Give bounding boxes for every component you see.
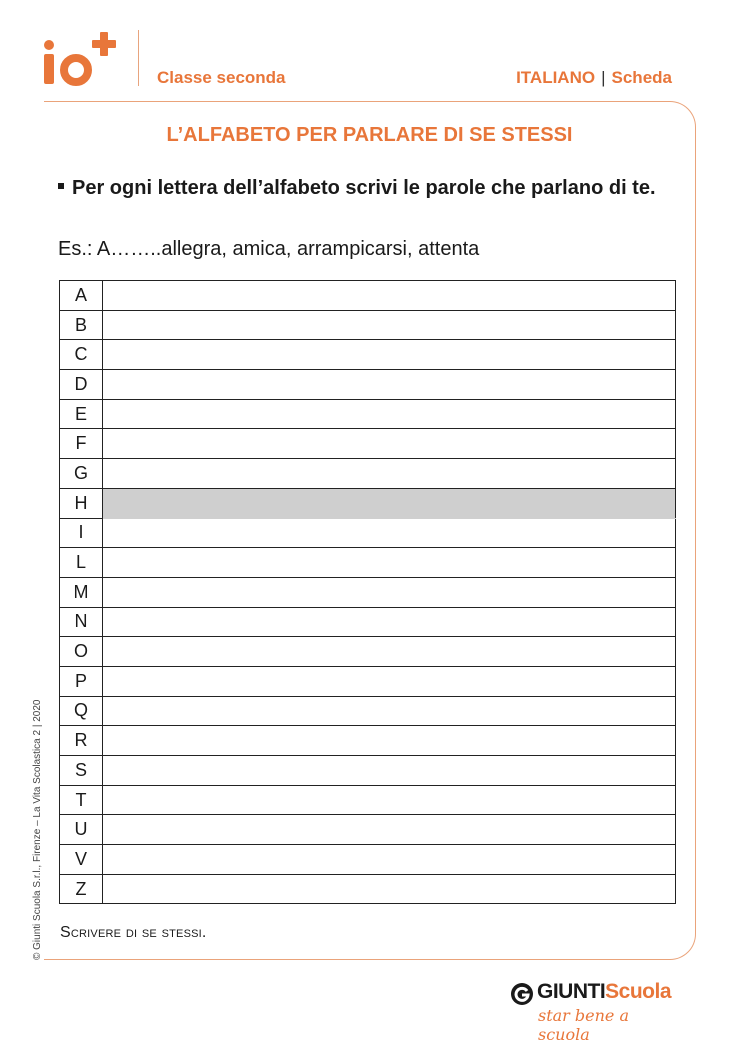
subject-separator: | (601, 68, 606, 87)
publisher-name-giunti: GIUNTI (537, 980, 606, 1003)
publisher-name-scuola: Scuola (605, 980, 672, 1003)
letter-cell: U (60, 815, 103, 845)
letter-row (60, 607, 676, 637)
letter-row (60, 459, 676, 489)
subject-name: ITALIANO (516, 68, 596, 87)
letter-row (60, 310, 676, 340)
giunti-g-icon (510, 982, 534, 1006)
letter-row (60, 845, 676, 875)
answer-line[interactable] (103, 310, 676, 340)
letter-cell: I (60, 518, 103, 548)
letter-row (60, 815, 676, 845)
answer-line[interactable] (103, 518, 676, 548)
subject-label (516, 68, 672, 88)
footer-note: Scrivere di se stessi. (60, 924, 207, 941)
answer-line[interactable] (103, 340, 676, 370)
answer-line[interactable] (103, 845, 676, 875)
copyright-notice: © Giunti Scuola S.r.l., Firenze – La Vita Scolastica 2 | 2020 (32, 699, 43, 960)
letter-cell: A (60, 281, 103, 311)
answer-line[interactable] (103, 607, 676, 637)
letter-cell: F (60, 429, 103, 459)
letter-cell: O (60, 637, 103, 667)
instruction (58, 174, 683, 202)
answer-line[interactable] (103, 577, 676, 607)
answer-line[interactable] (103, 696, 676, 726)
letter-row (60, 577, 676, 607)
answer-line[interactable] (103, 429, 676, 459)
letter-cell: P (60, 666, 103, 696)
answer-line[interactable] (103, 370, 676, 400)
letter-cell: T (60, 785, 103, 815)
answer-line[interactable] (103, 548, 676, 578)
example-text: Es.: A……..allegra, amica, arrampicarsi, attenta (58, 238, 480, 260)
letter-row (60, 340, 676, 370)
letter-row (60, 548, 676, 578)
page-title: L’ALFABETO PER PARLARE DI SE STESSI (166, 124, 573, 146)
letter-cell: C (60, 340, 103, 370)
letter-row (60, 281, 676, 311)
publisher-name (537, 980, 671, 1004)
letter-cell: R (60, 726, 103, 756)
letter-row (60, 488, 676, 518)
header-divider (138, 30, 139, 86)
letter-row (60, 874, 676, 904)
letter-row (60, 726, 676, 756)
doc-type: Scheda (611, 68, 672, 87)
letter-row (60, 785, 676, 815)
letter-cell: V (60, 845, 103, 875)
letter-row (60, 370, 676, 400)
letter-cell: S (60, 756, 103, 786)
letter-cell: B (60, 310, 103, 340)
answer-line[interactable] (103, 874, 676, 904)
letter-row (60, 696, 676, 726)
alphabet-table (59, 280, 676, 904)
letter-cell: M (60, 577, 103, 607)
letter-cell: Z (60, 874, 103, 904)
bullet-icon (58, 183, 64, 189)
letter-row (60, 429, 676, 459)
letter-cell: L (60, 548, 103, 578)
letter-row (60, 666, 676, 696)
answer-line[interactable] (103, 785, 676, 815)
answer-line[interactable] (103, 399, 676, 429)
letter-row (60, 518, 676, 548)
letter-cell: Q (60, 696, 103, 726)
answer-line[interactable] (103, 726, 676, 756)
answer-line[interactable] (103, 666, 676, 696)
letter-row (60, 399, 676, 429)
letter-cell: G (60, 459, 103, 489)
grade-label: Classe seconda (157, 68, 286, 87)
letter-row (60, 637, 676, 667)
answer-line[interactable] (103, 637, 676, 667)
letter-cell: H (60, 488, 103, 518)
letter-cell: E (60, 399, 103, 429)
letter-cell: N (60, 607, 103, 637)
publisher-logo (510, 980, 680, 1044)
publisher-tagline: star bene a scuola (538, 1006, 630, 1044)
answer-line[interactable] (103, 281, 676, 311)
answer-line[interactable] (103, 815, 676, 845)
answer-line[interactable] (103, 459, 676, 489)
letter-row (60, 756, 676, 786)
io-plus-logo (40, 30, 124, 90)
instruction-text: Per ogni lettera dell’alfabeto scrivi le parole che parlano di te. (72, 177, 656, 199)
answer-line[interactable] (103, 756, 676, 786)
letter-cell: D (60, 370, 103, 400)
answer-line[interactable] (103, 488, 676, 518)
